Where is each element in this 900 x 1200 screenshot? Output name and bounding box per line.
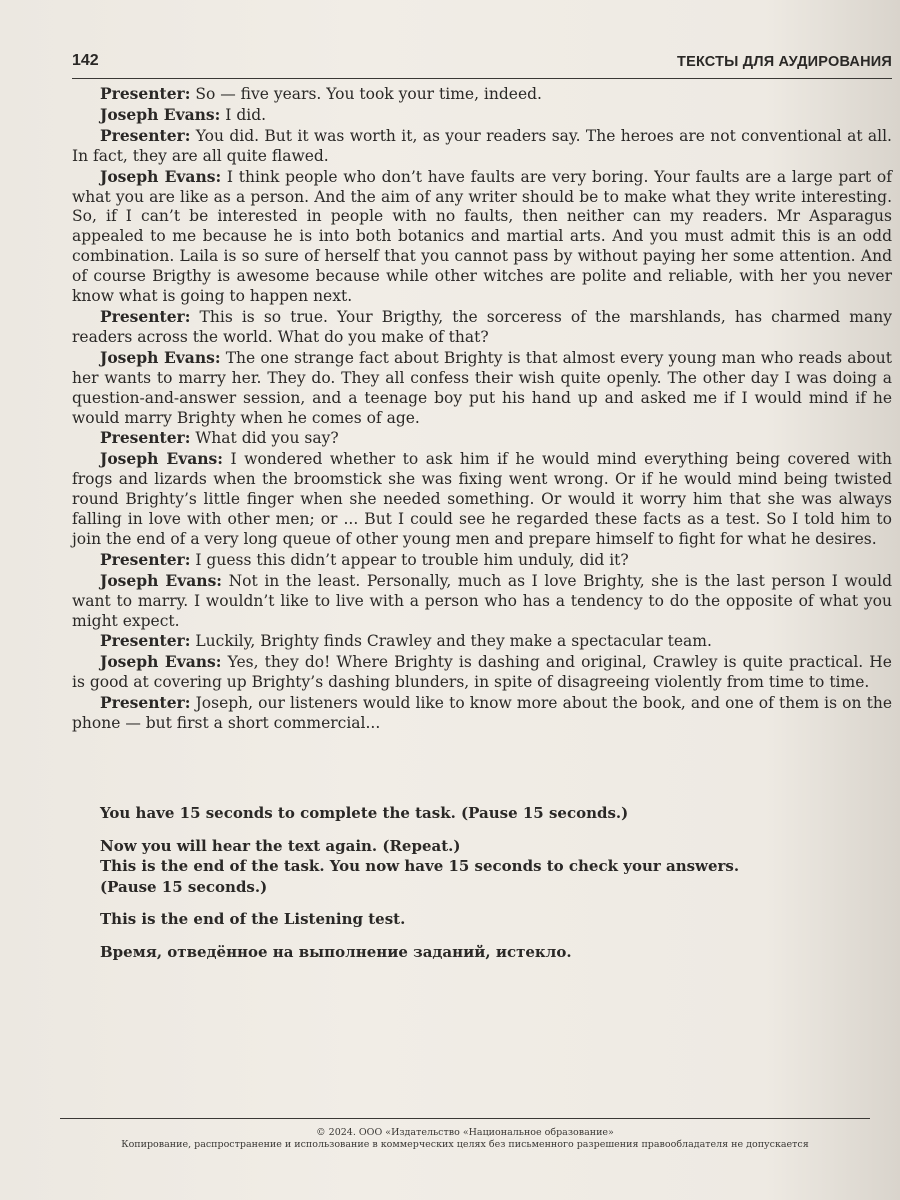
- speech-text: I think people who don’t have faults are very boring. Your faults are a large part of what you are like as a person. And the aim of any writer should be to make what they write interesting. So, if I can’t be interested in people with no faults, then neither can my readers. Mr Asparagus appealed to me because he is into both botanics and martial arts. And you must admit this is an odd combination. Laila is so sure of herself that you cannot pass by without paying her some attention. And of course Brigthy is awesome because while other witches are polite and reliable, with her you never know what is going to happen next.: [72, 167, 892, 306]
- speech-text: The one strange fact about Brighty is that almost every young man who reads about her wants to marry her. They do. They all confess their wish quite openly. The other day I was doing a question-and-answer session, and a teenage boy put his hand up and asked me if I would mind if he would marry Brighty when he comes of age.: [72, 348, 892, 427]
- speaker-name: Presenter:: [100, 631, 191, 651]
- speaker-name: Joseph Evans:: [100, 104, 221, 124]
- speaker-name: Joseph Evans:: [100, 652, 222, 672]
- speech-text: You did. But it was worth it, as your readers say. The heroes are not conventional at all. In fact, they are all quite flawed.: [72, 126, 892, 165]
- speech-text: I did.: [220, 105, 267, 124]
- dialogue-line: [72, 84, 892, 105]
- instruction-complete-task: You have 15 seconds to complete the task. (Pause 15 seconds.): [100, 804, 629, 822]
- instruction-end-of-test: This is the end of the Listening test.: [100, 910, 406, 928]
- dialogue-line: [72, 126, 892, 167]
- speaker-name: Presenter:: [100, 549, 191, 569]
- dialogue-line: [72, 307, 892, 348]
- speech-text: Yes, they do! Where Brighty is dashing and original, Crawley is quite practical. He is good at covering up Brighty’s dashing blunders, in spite of disagreeing violently from time to time.: [72, 653, 892, 692]
- dialogue-line: [72, 428, 892, 449]
- dialogue-line: [72, 105, 892, 126]
- instruction-pause: (Pause 15 seconds.): [100, 877, 268, 896]
- speech-text: So — five years. You took your time, indeed.: [190, 85, 542, 103]
- running-head: ТЕКСТЫ ДЛЯ АУДИРОВАНИЯ: [677, 54, 892, 70]
- instruction-time-up: Время, отведённое на выполнение заданий, истекло.: [100, 942, 572, 961]
- speaker-name: Joseph Evans:: [100, 347, 221, 367]
- dialogue-transcript: [72, 84, 892, 734]
- speaker-name: Presenter:: [100, 84, 191, 103]
- dialogue-line: [72, 167, 892, 307]
- test-instructions: [100, 803, 880, 962]
- speech-text: Luckily, Brighty finds Crawley and they make a spectacular team.: [190, 632, 712, 651]
- dialogue-line: [72, 571, 892, 632]
- instruction-end-of-task: This is the end of the task. You now have 15 seconds to check your answers.: [100, 857, 740, 875]
- speech-text: Not in the least. Personally, much as I love Brighty, she is the last person I would want to marry. I wouldn’t like to live with a person who has a tendency to do the opposite of what you might expect.: [72, 571, 892, 630]
- dialogue-line: [72, 652, 892, 693]
- dialogue-line: [72, 631, 892, 652]
- copyright-line: © 2024. ООО «Издательство «Национальное образование»: [316, 1127, 614, 1138]
- speaker-name: Joseph Evans:: [100, 570, 223, 590]
- page-number: 142: [72, 52, 99, 69]
- speech-text: Joseph, our listeners would like to know more about the book, and one of them is on the phone — but first a short commercial...: [72, 694, 892, 733]
- speaker-name: Presenter:: [100, 693, 191, 713]
- instruction-repeat: Now you will hear the text again. (Repeat.): [100, 836, 461, 855]
- page-header: [72, 52, 892, 79]
- dialogue-line: [72, 693, 892, 734]
- dialogue-line: [72, 348, 892, 429]
- speech-text: I guess this didn’t appear to trouble him unduly, did it?: [190, 550, 629, 569]
- dialogue-line: [72, 449, 892, 550]
- dialogue-line: [72, 550, 892, 571]
- copyright-notice: Копирование, распространение и использование в коммерческих целях без письменного разрешения правообладателя не допускается: [121, 1139, 809, 1150]
- speech-text: This is so true. Your Brigthy, the sorceress of the marshlands, has charmed many readers across the world. What do you make of that?: [72, 307, 892, 346]
- speech-text: I wondered whether to ask him if he would mind everything being covered with frogs and lizards when the broomstick she was fixing went wrong. Or if he would mind being twisted round Brighty’s little finger when she needed something. Or would it worry him that she was always falling in love with other men; or ... But I could see he regarded these facts as a test. So I told him to join the end of a very long queue of other young men and prepare himself to fight for what he desires.: [72, 450, 892, 548]
- speaker-name: Joseph Evans:: [100, 166, 222, 186]
- speaker-name: Presenter:: [100, 428, 191, 448]
- speaker-name: Presenter:: [100, 125, 191, 145]
- page-footer: [60, 1118, 870, 1151]
- speech-text: What did you say?: [190, 429, 339, 448]
- speaker-name: Presenter:: [100, 306, 191, 326]
- speaker-name: Joseph Evans:: [100, 449, 223, 469]
